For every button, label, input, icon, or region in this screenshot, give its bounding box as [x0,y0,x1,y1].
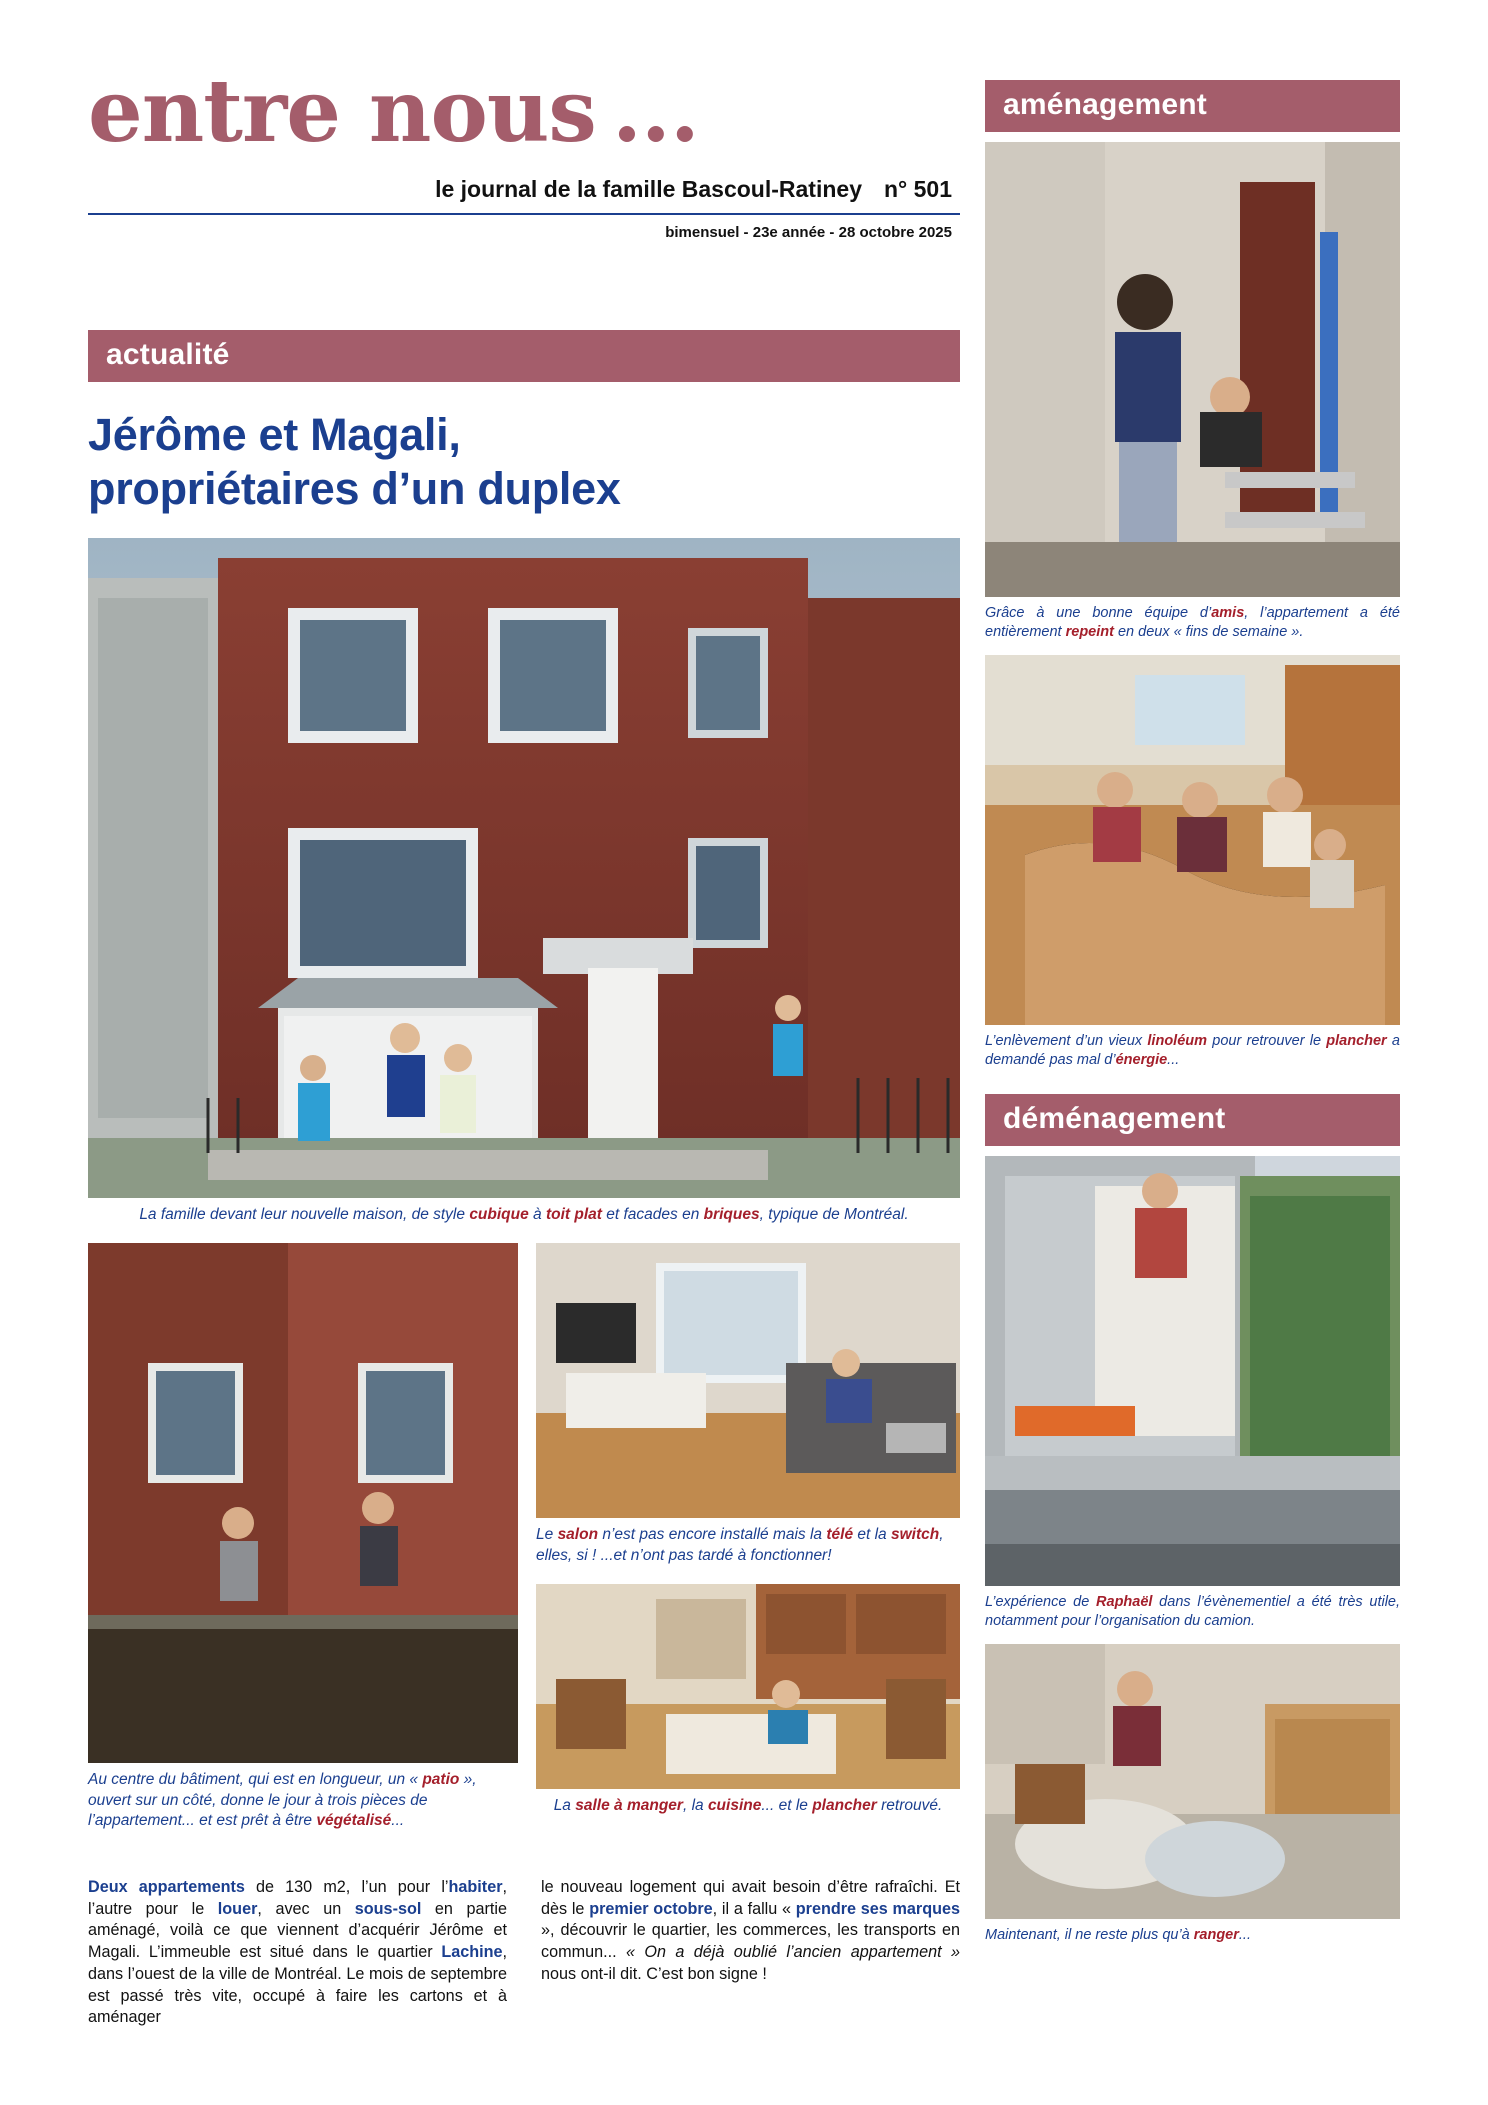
photo-peinture [985,142,1400,597]
masthead-divider [88,213,960,215]
photo-ranger [985,1644,1400,1919]
photo-ranger-art [985,1644,1400,1919]
photo-patio [88,1243,518,1763]
photo-family-house [88,538,960,1198]
headline-line-1: Jérôme et Magali, [88,409,461,460]
photo-cuisine [536,1584,960,1789]
photo-peinture-art [985,142,1400,597]
photo-family-house-art [88,538,960,1198]
headline-line-2: propriétaires d’un duplex [88,463,621,514]
photo-cuisine-art [536,1584,960,1789]
section-banner-amenagement: aménagement [985,80,1400,132]
photo-patio-art [88,1243,518,1763]
photo-linoleum [985,655,1400,1025]
caption-house: La famille devant leur nouvelle maison, de style cubique à toit plat et facades en briques, typique de Montréal. [139,1206,909,1223]
body-column-1: Deux appartements de 130 m2, l’un pour l’habiter, l’autre pour le louer, avec un sous-sol en partie aménagé, voilà ce que viennent d’acquérir Jérôme et Magali. L’immeuble est situé dans le quartier Lachine, dans l’ouest de la ville de Montréal. Le mois de septembre est passé très vite, occupé à faire les cartons et à aménager [88,1878,508,2027]
photo-salon [536,1243,960,1518]
caption-linoleum: L’enlèvement d’un vieux linoléum pour retrouver le plancher a demandé pas mal d’énergie... [985,1032,1400,1068]
masthead [88,61,960,242]
photo-salon-art [536,1243,960,1518]
photo-block-patio [88,1243,518,1831]
photo-linoleum-art [985,655,1400,1025]
body-column-2: le nouveau logement qui avait besoin d’être rafraîchi. Et dès le premier octobre, il a fallu « prendre ses marques », découvrir le quartier, les commerces, les transports en commun... « On a déjà oublié l’ancien appartement » nous ont-il dit. C’est bon signe ! [541,1878,960,1983]
article-body [88,1877,960,2029]
photo-camion-art [985,1156,1400,1586]
photo-block-interior [536,1243,960,1831]
issue-number: n° 501 [883,176,952,203]
masthead-subtitle-row [88,176,960,203]
photo-camion [985,1156,1400,1586]
publication-title: entre nous ... [88,61,699,162]
article-headline [88,408,960,516]
section-banner-demenagement: déménagement [985,1094,1400,1146]
left-column [88,330,960,1832]
publication-meta: bimensuel - 23e année - 28 octobre 2025 [665,224,952,242]
caption-salon: Le salon n’est pas encore installé mais la télé et la switch, elles, si ! ...et n’ont pas tardé à fonctionner! [536,1526,944,1564]
right-column [985,80,1400,1945]
photo-row [88,1243,960,1831]
caption-camion: L’expérience de Raphaël dans l’évènementiel a été très utile, notamment pour l’organisation du camion. [985,1594,1401,1630]
caption-peinture: Grâce à une bonne équipe d’amis, l’appartement a été entièrement repeint en deux « fins de semaine ». [985,605,1400,641]
caption-ranger: Maintenant, il ne reste plus qu’à ranger... [985,1926,1251,1943]
section-banner-actualite: actualité [88,330,960,382]
caption-cuisine: La salle à manger, la cuisine... et le plancher retrouvé. [553,1797,943,1815]
caption-patio: Au centre du bâtiment, qui est en longueur, un « patio », ouvert sur un côté, donne le jour à trois pièces de l’appartement... et est prêt à être végétalisé... [88,1771,477,1830]
publication-subtitle: le journal de la famille Bascoul-Ratiney [435,176,862,203]
